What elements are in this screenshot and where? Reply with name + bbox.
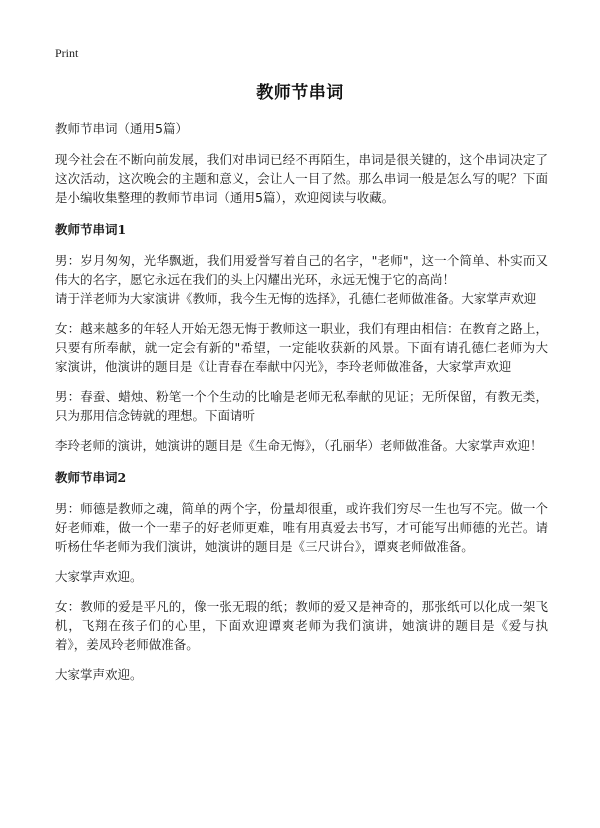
document-body [55, 120, 548, 695]
document-subtitle: 教师节串词（通用5篇） [55, 121, 188, 136]
paragraph: 请于洋老师为大家演讲《教师，我今生无悔的选择》，孔德仁老师做准备。大家掌声欢迎 [55, 291, 537, 306]
intro-paragraph: 现今社会在不断向前发展，我们对串词已经不再陌生，串词是很关键的，这个串词决定了这次活动，这次晚会的主题和意义，会让人一目了然。那么串词一般是怎么写的呢？下面是小编收集整理的教师节串词（通用5篇），欢迎阅读与收藏。 [55, 152, 548, 205]
section-heading: 教师节串词1 [55, 222, 127, 237]
section-heading: 教师节串词2 [55, 470, 127, 485]
paragraph: 女：教师的爱是平凡的，像一张无瑕的纸；教师的爱又是神奇的，那张纸可以化成一架飞机，飞翔在孩子们的心里，下面欢迎谭爽老师为我们演讲，她演讲的题目是《爱与执着》，姜凤玲老师做准备。 [55, 599, 548, 652]
paragraph: 女：越来越多的年轻人开始无怨无悔于教师这一职业，我们有理由相信：在教育之路上，只要有所奉献，就一定会有新的"希望，一定能收获新的风景。下面有请孔德仁老师为大家演讲，他演讲的题目是《让青春在奉献中闪光》，李玲老师做准备，大家掌声欢迎 [55, 321, 548, 374]
paragraph: 大家掌声欢迎。 [55, 667, 143, 682]
paragraph: 大家掌声欢迎。 [55, 569, 143, 584]
paragraph: 男：师德是教师之魂，简单的两个字，份量却很重，或许我们穷尽一生也写不完。做一个好老师难，做一个一辈子的好老师更难，唯有用真爱去书写，才可能写出师德的光芒。请听杨仕华老师为我们演讲，她演讲的题目是《三尺讲台》，谭爽老师做准备。 [55, 501, 548, 554]
paragraph: 李玲老师的演讲，她演讲的题目是《生命无悔》，（孔丽华）老师做准备。大家掌声欢迎！ [55, 438, 543, 453]
print-label: Print [55, 46, 79, 60]
paragraph: 男：春蚕、蜡烛、粉笔一个个生动的比喻是老师无私奉献的见证；无所保留，有教无类，只为那用信念铸就的理想。下面请听 [55, 389, 548, 423]
paragraph: 男：岁月匆匆，光华飘逝，我们用爱誉写着自己的名字，"老师"，这一个简单、朴实而又伟大的名字，愿它永远在我们的头上闪耀出光环，永远无愧于它的高尚！ [55, 253, 548, 287]
page-title: 教师节串词 [256, 83, 344, 103]
